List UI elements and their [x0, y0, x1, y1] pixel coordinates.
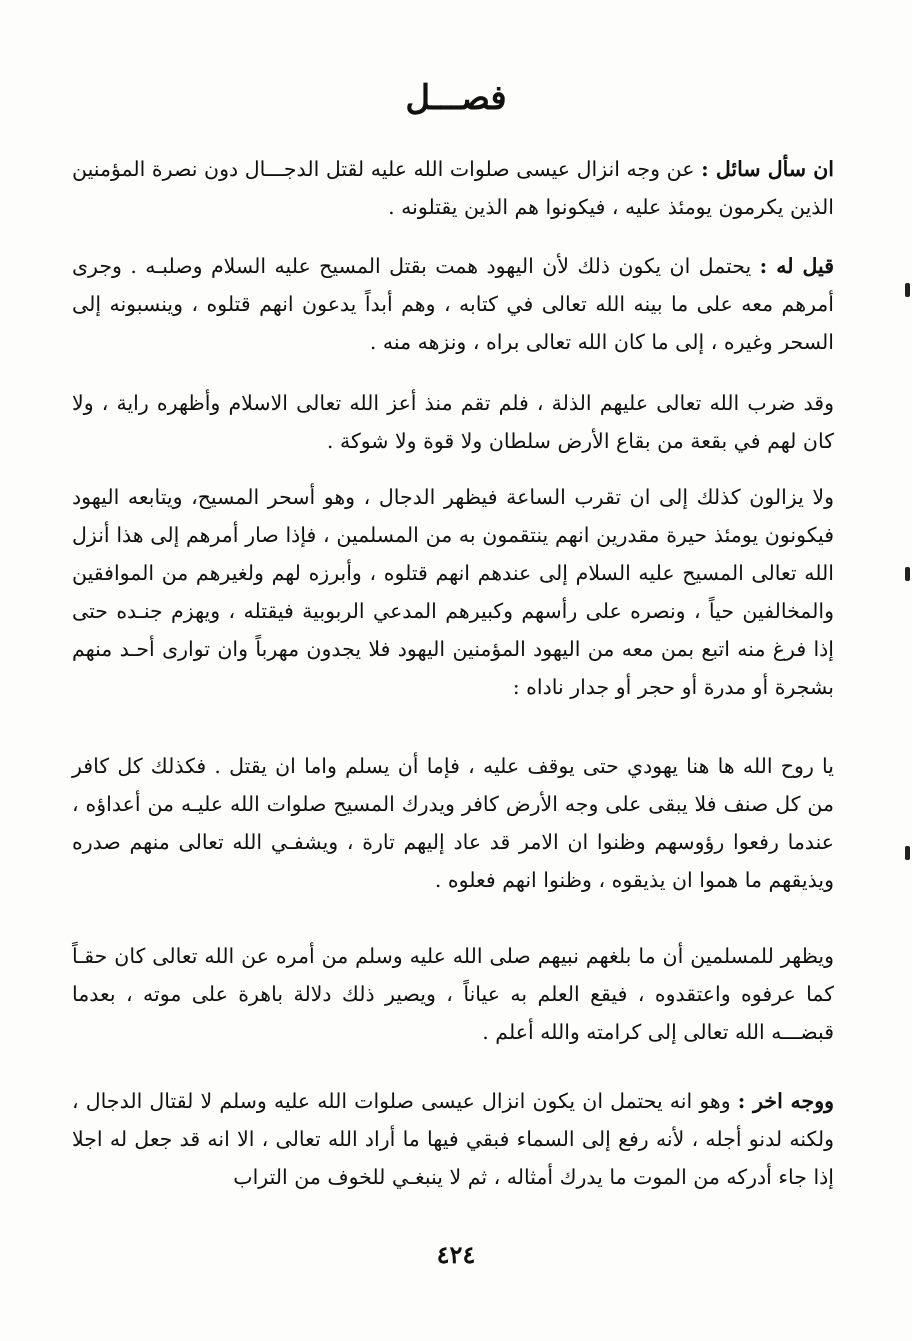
- paragraph-lead: قيل له :: [759, 254, 834, 278]
- margin-ink-mark: [905, 283, 910, 297]
- paragraph-question: [72, 150, 834, 226]
- section-title: فصـــل: [405, 78, 507, 118]
- paragraph-body: وهو انه يحتمل ان يكون انزال عيسى صلوات الله عليه وسلم لا لقتال الدجال ، ولكنه لدنو أجله ، لأنه رفع إلى السماء فبقي فيها ما أراد الله تعالى ، الا انه قد جعل له اجلا إذا جاء أدركه من الموت ما يدرك أمثاله ، ثم لا ينبغـي للخوف من التراب: [72, 1089, 834, 1189]
- paragraph-body: ويظهر للمسلمين أن ما بلغهم نبيهم صلى الله عليه وسلم من أمره عن الله تعالى كان حقـاً كما عرفوه واعتقدوه ، فيقع العلم به عياناً ، ويصير ذلك دلالة باهرة على موته ، بعدما قبضـــه الله تعالى إلى كرامته والله أعلم .: [72, 944, 834, 1044]
- margin-ink-mark: [905, 567, 910, 581]
- paragraph-answer: [72, 247, 834, 361]
- paragraph-body: ولا يزالون كذلك إلى ان تقرب الساعة فيظهر الدجال ، وهو أسحر المسيح، ويتابعه اليهود فيكونون يومئذ حيرة مقدرين انهم ينتقمون به من المسلمين ، فإذا صار أمرهم إلى هذا أنزل الله تعالى المسيح عليه السلام إلى عندهم انهم قتلوه ، وأبرزه لهم ولغيرهم من الموافقين والمخالفين حياً ، ونصره على رأسهم وكبيرهم المدعي الربوبية فيقتله ، ويهزم جنـده حتى إذا فرغ منه اتبع بمن معه من اليهود المؤمنين اليهود فلا يجدون مهرباً وان توارى أحـد منهم بشجرة أو مدرة أو حجر أو جدار ناداه :: [72, 485, 834, 699]
- paragraph-dajjal: [72, 478, 834, 706]
- paragraph-body: يا روح الله ها هنا يهودي حتى يوقف عليه ، فإما أن يسلم واما ان يقتل . فكذلك كل كافر من كل صنف فلا يبقى على وجه الأرض كافر ويدرك المسيح صلوات الله عليـه من أعداؤه ، عندما رفعوا رؤوسهم وظنوا ان الامر قد عاد إليهم تارة ، ويشفـي الله تعالى منهم صدره ويذيقهم ما هموا ان يذيقوه ، وظنوا انهم فعلوه .: [72, 754, 834, 892]
- paragraph-lead: ووجه اخر :: [737, 1089, 835, 1113]
- paragraph-another-view: [72, 1082, 834, 1196]
- paragraph-muslims: [72, 937, 834, 1051]
- page-number: ٤٢٤: [436, 1240, 476, 1269]
- paragraph-body: وقد ضرب الله تعالى عليهم الذلة ، فلم تقم منذ أعز الله تعالى الاسلام وأظهره راية ، ولا كان لهم في بقعة من بقاع الأرض سلطان ولا قوة ولا شوكة .: [72, 391, 834, 453]
- paragraph-lead: ان سأل سائل :: [701, 157, 834, 181]
- paragraph-ruh-allah: [72, 747, 834, 899]
- paragraph-body: يحتمل ان يكون ذلك لأن اليهود همت بقتل المسيح عليه السلام وصلبـه . وجرى أمرهم معه على ما بينه الله تعالى في كتابه ، وهم أبداً يدعون انهم قتلوه ، وينسبونه إلى السحر وغيره ، إلى ما كان الله تعالى براه ، ونزهه منه .: [72, 254, 834, 354]
- margin-ink-mark: [905, 846, 910, 860]
- paragraph-humiliation: [72, 384, 834, 460]
- paragraph-body: عن وجه انزال عيسى صلوات الله عليه لقتل الدجـــال دون نصرة المؤمنين الذين يكرمون يومئذ عليه ، فيكونوا هم الذين يقتلونه .: [72, 157, 834, 219]
